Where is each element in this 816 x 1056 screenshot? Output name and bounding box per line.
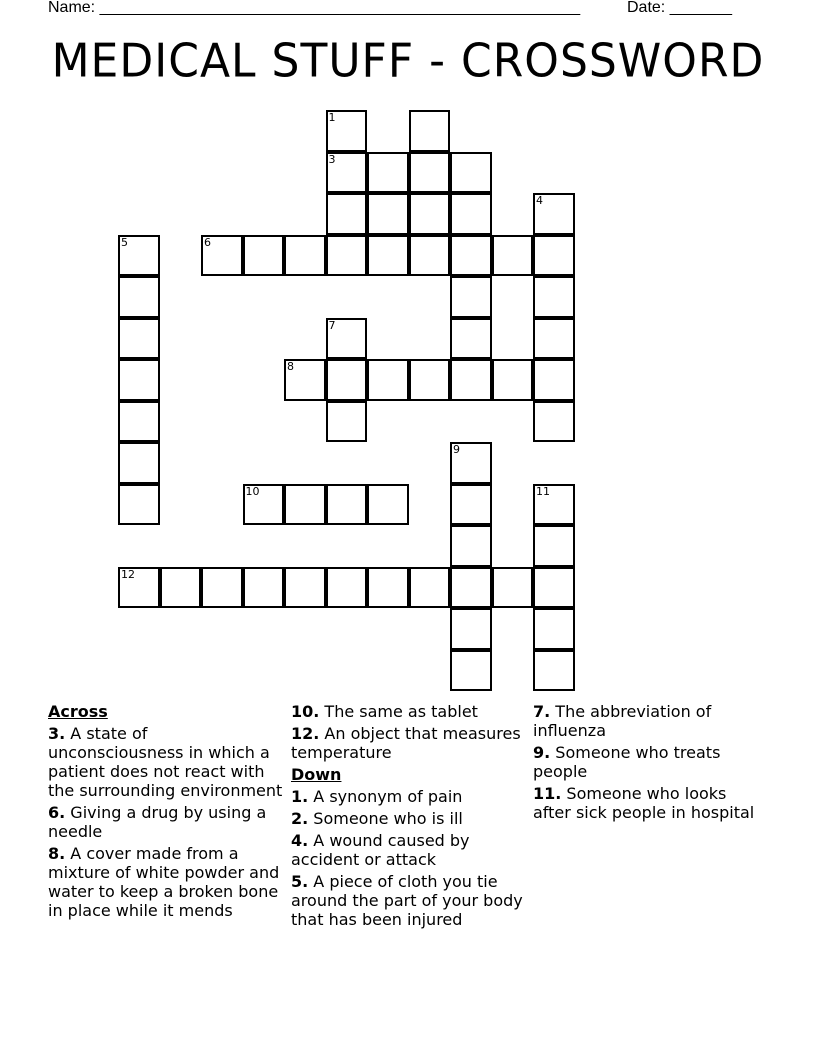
clue-number: 3 [328,152,336,166]
grid-cell[interactable] [243,235,285,277]
clues-column-3 [533,702,769,825]
clue-item-number: 3. [48,724,66,743]
grid-cell[interactable] [450,608,492,650]
date-field[interactable]: Date: _______ [627,0,732,16]
down-heading: Down [291,765,342,784]
grid-cell[interactable] [450,318,492,360]
grid-cell[interactable] [326,359,368,401]
grid-cell[interactable] [367,359,409,401]
grid-cell[interactable] [201,235,243,277]
clue-item-text: Someone who treats people [533,743,721,781]
grid-cell[interactable] [409,235,451,277]
grid-cell[interactable] [367,193,409,235]
grid-cell[interactable] [160,567,202,609]
grid-cell[interactable] [284,359,326,401]
clue-item-number: 2. [291,809,309,828]
clue-number: 10 [245,484,260,498]
grid-cell[interactable] [533,567,575,609]
grid-cell[interactable] [533,235,575,277]
clue-item-text: The same as tablet [319,702,478,721]
grid-cell[interactable] [326,567,368,609]
grid-cell[interactable] [326,401,368,443]
clue-item [291,702,527,721]
clue-item-text: Giving a drug by using a needle [48,803,267,841]
clue-item [291,787,527,806]
clue-item [48,724,284,800]
clue-number: 7 [328,318,336,332]
grid-cell[interactable] [284,484,326,526]
page-title: MEDICAL STUFF - CROSSWORD [51,34,765,89]
grid-cell[interactable] [118,276,160,318]
clue-item [291,831,527,869]
grid-cell[interactable] [118,359,160,401]
clue-item-number: 8. [48,844,66,863]
grid-cell[interactable] [450,525,492,567]
grid-cell[interactable] [450,276,492,318]
clue-list-col3 [533,702,769,822]
grid-cell[interactable] [450,193,492,235]
grid-cell[interactable] [533,525,575,567]
grid-cell[interactable] [409,152,451,194]
clue-item-number: 4. [291,831,309,850]
grid-cell[interactable] [367,235,409,277]
clues-column-2 [291,702,527,932]
clue-item-number: 12. [291,724,320,743]
grid-cell[interactable] [118,484,160,526]
clue-item-text: Someone who looks after sick people in hospital [533,784,755,822]
clue-item-text: A cover made from a mixture of white powder and water to keep a broken bone in place while it mends [48,844,280,920]
grid-cell[interactable] [450,650,492,692]
clue-item [533,784,769,822]
clue-item-number: 5. [291,872,309,891]
grid-cell[interactable] [533,650,575,692]
grid-cell[interactable] [201,567,243,609]
grid-cell[interactable] [450,442,492,484]
clue-item-text: The abbreviation of influenza [533,702,712,740]
grid-cell[interactable] [326,193,368,235]
clue-number: 9 [453,443,460,456]
grid-cell[interactable] [367,484,409,526]
grid-cell[interactable] [409,359,451,401]
clue-item [533,743,769,781]
clue-item-text: Someone who is ill [308,809,463,828]
clue-item-text: An object that measures temperature [291,724,521,762]
clue-item [291,809,527,828]
grid-cell[interactable] [118,235,160,277]
grid-cell[interactable] [533,318,575,360]
grid-cell[interactable] [533,401,575,443]
grid-cell[interactable] [492,567,534,609]
clue-number: 4 [536,194,543,207]
clue-number: 5 [121,235,128,249]
clue-number: 6 [204,235,211,249]
clue-list-col2-across [291,702,527,762]
clue-item [48,803,284,841]
grid-cell[interactable] [326,152,368,194]
grid-cell[interactable] [409,567,451,609]
clue-number: 8 [287,360,294,373]
grid-cell[interactable] [492,359,534,401]
grid-cell[interactable] [533,193,575,235]
grid-cell[interactable] [533,276,575,318]
clue-item-number: 10. [291,702,320,721]
clue-item-number: 11. [533,784,562,803]
clue-item-text: A synonym of pain [308,787,463,806]
grid-cell[interactable] [533,484,575,526]
clue-number: 12 [121,567,135,581]
clue-list-col2-down [291,787,527,929]
grid-cell[interactable] [118,318,160,360]
grid-cell[interactable] [118,401,160,443]
grid-cell[interactable] [284,567,326,609]
clue-item [291,872,527,929]
grid-cell[interactable] [492,235,534,277]
grid-cell[interactable] [450,359,492,401]
grid-cell[interactable] [367,152,409,194]
clue-item-number: 1. [291,787,309,806]
grid-cell[interactable] [326,318,368,360]
clue-item-text: A piece of cloth you tie around the part of your body that has been injured [291,872,523,929]
grid-cell[interactable] [118,567,160,609]
name-field[interactable]: Name: ______________________________________________________ [48,0,581,16]
grid-cell[interactable] [326,235,368,277]
clue-item-number: 7. [533,702,551,721]
grid-cell[interactable] [450,484,492,526]
clue-item [48,844,284,920]
clue-item-text: A state of unconsciousness in which a patient does not react with the surrounding environment [48,724,283,800]
grid-cell[interactable] [409,110,451,152]
grid-cell[interactable] [284,235,326,277]
clue-item [291,724,527,762]
clue-item [533,702,769,740]
grid-cell[interactable] [326,110,368,152]
clue-list-col1 [48,724,284,920]
grid-cell[interactable] [533,608,575,650]
clue-number: 1 [328,111,336,124]
grid-cell[interactable] [450,235,492,277]
grid-cell[interactable] [367,567,409,609]
grid-cell[interactable] [243,567,285,609]
clue-item-text: A wound caused by accident or attack [291,831,470,869]
grid-cell[interactable] [533,359,575,401]
grid-cell[interactable] [450,567,492,609]
grid-cell[interactable] [326,484,368,526]
across-heading: Across [48,702,108,721]
grid-cell[interactable] [118,442,160,484]
grid-cell[interactable] [409,193,451,235]
clue-item-number: 9. [533,743,551,762]
clues-column-1 [48,702,284,923]
grid-cell[interactable] [450,152,492,194]
clue-item-number: 6. [48,803,66,822]
grid-cell[interactable] [243,484,285,526]
clue-number: 11 [536,484,550,498]
